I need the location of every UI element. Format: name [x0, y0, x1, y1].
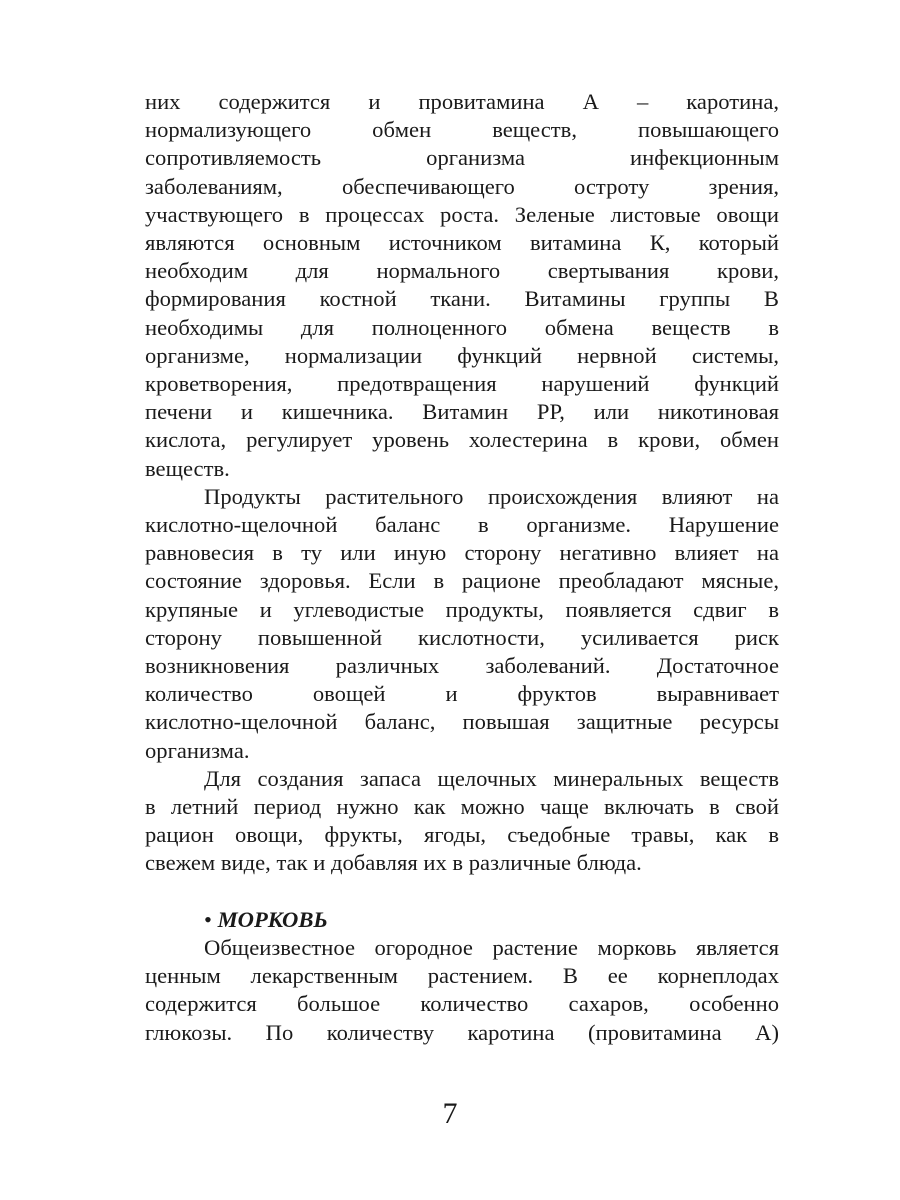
text-line: глюкозы. По количеству каротина (провитамина А) — [145, 1019, 779, 1045]
text-line: рацион овощи, фрукты, ягоды, съедобные травы, как в — [145, 822, 779, 848]
text-line: формирования костной ткани. Витамины группы В — [145, 286, 779, 312]
text-line: нормализующего обмен веществ, повышающего — [145, 117, 779, 143]
text-line: сторону повышенной кислотности, усиливается риск — [145, 624, 779, 650]
page-number: 7 — [442, 1097, 458, 1130]
text-line: печени и кишечника. Витамин РР, или никотиновая — [145, 399, 779, 425]
text-line: количество овощей и фруктов выравнивает — [145, 681, 779, 707]
text-line: организма. — [145, 737, 250, 763]
section-gap — [145, 878, 779, 906]
bullet-icon: • — [204, 906, 212, 932]
text-line: кислотно-щелочной баланс, повышая защитные ресурсы — [145, 709, 779, 735]
text-line: являются основным источником витамина К, который — [145, 230, 779, 256]
text-line: участвующего в процессах роста. Зеленые листовые овощи — [145, 201, 779, 227]
text-line: необходимы для полноценного обмена веществ в — [145, 314, 779, 340]
body-text — [145, 88, 779, 1047]
text-line: возникновения различных заболеваний. Достаточное — [145, 653, 779, 679]
text-line: свежем виде, так и добавляя их в различные блюда. — [145, 850, 642, 876]
text-line: заболеваниям, обеспечивающего остроту зрения, — [145, 173, 779, 199]
paragraph-acid-balance — [145, 483, 779, 765]
text-line: организме, нормализации функций нервной системы, — [145, 342, 779, 368]
text-line: равновесия в ту или иную сторону негативно влияет на — [145, 540, 779, 566]
paragraph-alkaline-reserve — [145, 765, 779, 878]
text-line: Продукты растительного происхождения влияют на — [204, 483, 779, 509]
text-line: кроветворения, предотвращения нарушений функций — [145, 371, 779, 397]
text-line: крупяные и углеводистые продукты, появляется сдвиг в — [145, 596, 779, 622]
paragraph-vitamins — [145, 88, 779, 483]
text-line: них содержится и провитамина А – каротина, — [145, 89, 779, 114]
text-line: веществ. — [145, 455, 230, 481]
text-line: Общеизвестное огородное растение морковь является — [204, 934, 779, 960]
text-line: сопротивляемость организма инфекционным — [145, 145, 779, 171]
section-heading — [145, 906, 779, 934]
text-line: в летний период нужно как можно чаще включать в свой — [145, 794, 779, 820]
section-carrot — [145, 906, 779, 1047]
section-title: МОРКОВЬ — [217, 906, 328, 932]
text-line: кислотно-щелочной баланс в организме. Нарушение — [145, 512, 779, 538]
text-line: Для создания запаса щелочных минеральных веществ — [204, 765, 779, 791]
text-line: содержится большое количество сахаров, особенно — [145, 991, 779, 1017]
text-line: ценным лекарственным растением. В ее корнеплодах — [145, 963, 779, 989]
text-line: необходим для нормального свертывания крови, — [145, 258, 779, 284]
text-line: кислота, регулирует уровень холестерина в крови, обмен — [145, 427, 779, 453]
text-line: состояние здоровья. Если в рационе преобладают мясные, — [145, 568, 779, 594]
